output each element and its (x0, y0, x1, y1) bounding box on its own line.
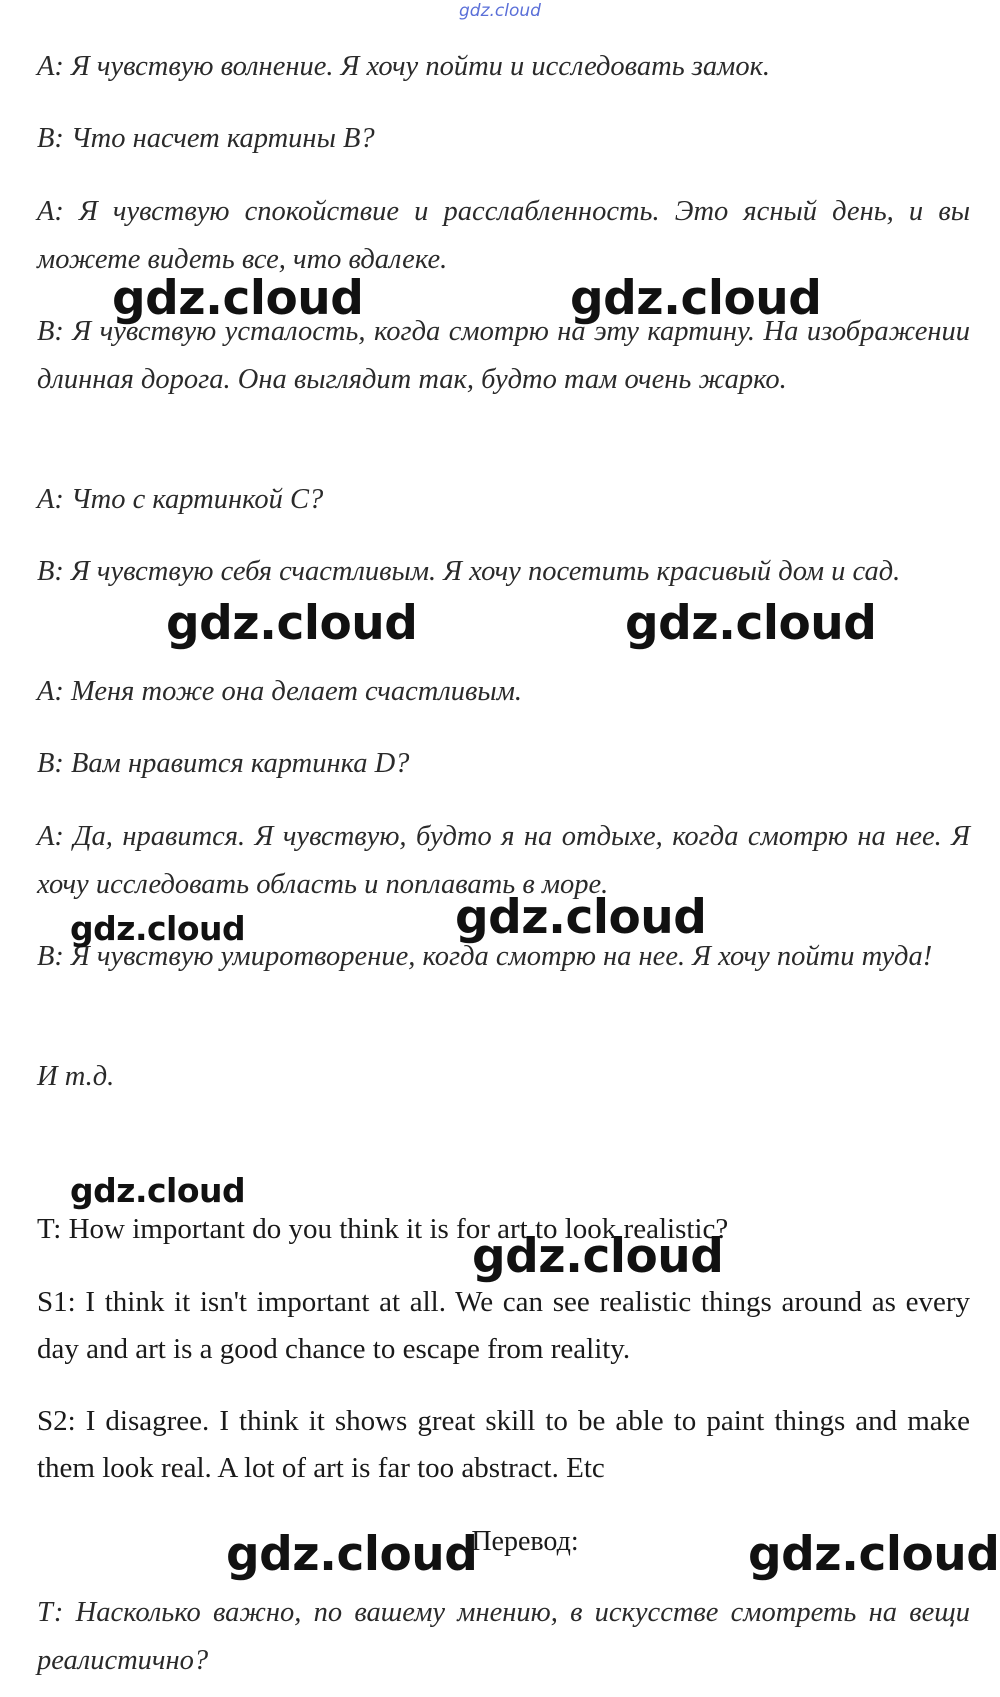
ru-line-9: А: Да, нравится. Я чувствую, будто я на отдыхе, когда смотрю на нее. Я хочу исследовать область и поплавать в море. (37, 821, 970, 900)
ru-line-5: А: Что с картинкой С? (37, 484, 324, 515)
watermark: gdz.cloud (70, 909, 246, 948)
en-line-2: S1: I think it isn't important at all. We can see realistic things around as every day and art is a good chance to escape from reality. (37, 1286, 970, 1365)
watermark: gdz.cloud (625, 596, 877, 651)
watermark: gdz.cloud (70, 1171, 246, 1210)
ru-line-4: В: Я чувствую усталость, когда смотрю на эту картину. На изображении длинная дорога. Она выглядит так, будто там очень жарко. (37, 316, 970, 395)
watermark: gdz.cloud (455, 890, 707, 945)
ru-line-3: А: Я чувствую спокойствие и расслабленность. Это ясный день, и вы можете видеть все, что вдалеке. (37, 196, 970, 275)
translation-line-1: Т: Насколько важно, по вашему мнению, в искусстве смотреть на вещи реалистично? (37, 1597, 970, 1676)
translation-heading: Перевод: (471, 1526, 579, 1557)
watermark: gdz.cloud (472, 1229, 724, 1284)
watermark: gdz.cloud (226, 1527, 478, 1582)
ru-line-6: В: Я чувствую себя счастливым. Я хочу посетить красивый дом и сад. (37, 556, 901, 587)
watermark: gdz.cloud (748, 1527, 1000, 1582)
ru-line-8: В: Вам нравится картинка D? (37, 748, 410, 779)
watermark: gdz.cloud (570, 271, 822, 326)
ru-line-11: И т.д. (37, 1061, 115, 1092)
ru-line-7: А: Меня тоже она делает счастливым. (37, 676, 523, 707)
ru-line-10: В: Я чувствую умиротворение, когда смотрю на нее. Я хочу пойти туда! (37, 941, 933, 972)
watermark: gdz.cloud (112, 271, 364, 326)
watermark: gdz.cloud (166, 596, 418, 651)
en-line-3: S2: I disagree. I think it shows great skill to be able to paint things and make them look real. A lot of art is far too abstract. Etc (37, 1405, 970, 1484)
site-header-mark: gdz.cloud (459, 1, 541, 21)
ru-line-2: В: Что насчет картины В? (37, 123, 375, 154)
ru-line-1: А: Я чувствую волнение. Я хочу пойти и исследовать замок. (37, 51, 771, 82)
en-line-1: T: How important do you think it is for art to look realistic? (37, 1213, 729, 1245)
